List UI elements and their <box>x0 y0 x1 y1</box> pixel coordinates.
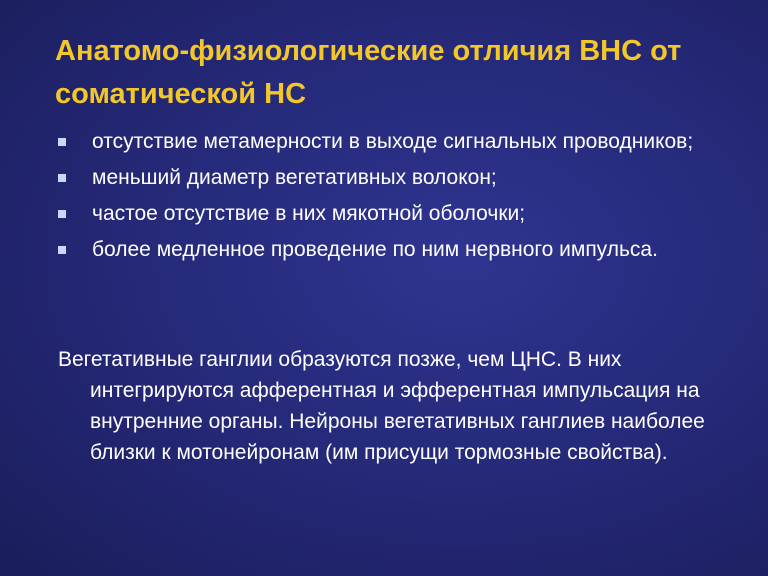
bullet-list <box>58 126 738 270</box>
square-bullet-icon <box>58 210 66 218</box>
bullet-text: частое отсутствие в них мякотной оболочки; <box>92 202 526 225</box>
bullet-text: отсутствие метамерности в выходе сигнальных проводников; <box>92 130 694 153</box>
slide-title: Анатомо-физиологические отличия ВНС от соматической НС <box>55 35 682 110</box>
square-bullet-icon <box>58 246 66 254</box>
bullet-item <box>58 162 738 193</box>
bullet-text: более медленное проведение по ним нервного импульса. <box>92 238 658 261</box>
bullet-text: меньший диаметр вегетативных волокон; <box>92 166 497 189</box>
bullet-item <box>58 198 738 229</box>
bullet-item <box>58 234 738 265</box>
bullet-item <box>58 126 738 157</box>
body-paragraph: Вегетативные ганглии образуются позже, чем ЦНС. В них интегрируются афферентная и эфферентная импульсация на внутренние органы. Нейроны вегетативных ганглиев наиболее близки к мотонейронам (им присущи тормозные свойства). <box>58 348 705 464</box>
square-bullet-icon <box>58 174 66 182</box>
square-bullet-icon <box>58 138 66 146</box>
